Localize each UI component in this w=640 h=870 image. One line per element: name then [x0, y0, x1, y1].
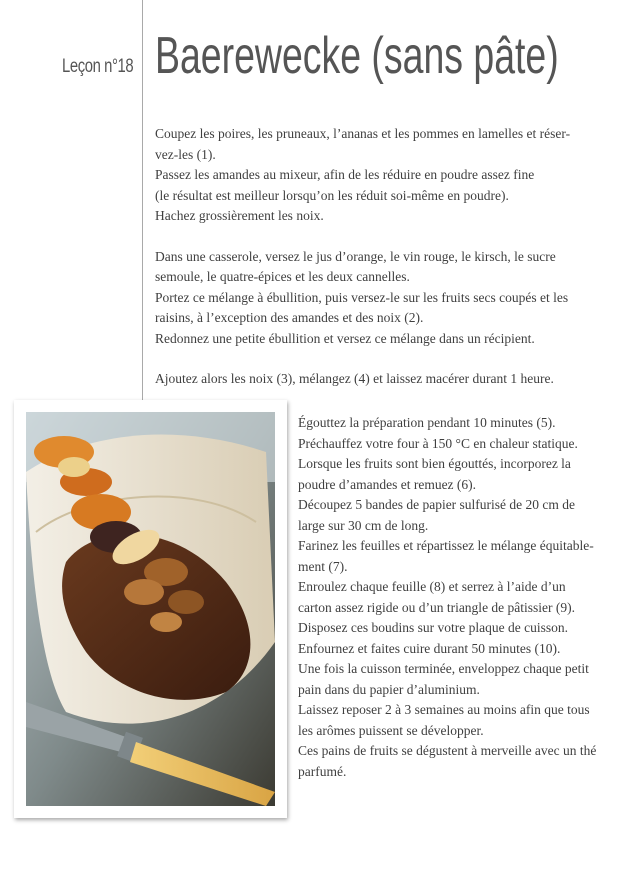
recipe-photo	[14, 400, 287, 818]
step-line: Égouttez la préparation pendant 10 minutes (5).	[298, 415, 556, 430]
step-line: Découpez 5 bandes de papier sulfurisé de 20 cm de	[298, 497, 576, 512]
intro-line: Hachez grossièrement les noix.	[155, 208, 324, 223]
step-line: poudre d’amandes et remuez (6).	[298, 476, 477, 492]
intro-line: Coupez les poires, les pruneaux, l’ananas et les pommes en lamelles et réser-	[155, 126, 571, 141]
step-line: pain dans du papier d’aluminium.	[298, 681, 480, 697]
lesson-number: Leçon n°18	[62, 56, 134, 77]
fruit-loaf-image	[26, 412, 275, 806]
step-line: Farinez les feuilles et répartissez le mélange équitable-	[298, 538, 594, 553]
intro-line: Redonnez une petite ébullition et versez ce mélange dans un récipient.	[155, 330, 535, 346]
step-line: Disposez ces boudins sur votre plaque de cuisson.	[298, 620, 568, 635]
step-line: Enroulez chaque feuille (8) et serrez à l’aide d’un	[298, 579, 566, 594]
intro-line: (le résultat est meilleur lorsqu’on les réduit soi-même en poudre).	[155, 187, 509, 203]
steps-text	[298, 413, 628, 782]
step-line: Enfournez et faites cuire durant 50 minutes (10).	[298, 640, 561, 656]
intro-line: vez-les (1).	[155, 146, 216, 162]
step-line: Laissez reposer 2 à 3 semaines au moins afin que tous	[298, 702, 590, 717]
step-line: Une fois la cuisson terminée, enveloppez chaque petit	[298, 661, 589, 676]
intro-line: Portez ce mélange à ébullition, puis versez-le sur les fruits secs coupés et les	[155, 289, 569, 305]
step-line: large sur 30 cm de long.	[298, 517, 429, 533]
page-title: Baerewecke (sans pâte)	[155, 27, 559, 85]
intro-line: Dans une casserole, versez le jus d’orange, le vin rouge, le kirsch, le sucre	[155, 248, 556, 264]
intro-text	[155, 124, 611, 390]
step-line: parfumé.	[298, 763, 347, 779]
intro-line: Passez les amandes au mixeur, afin de les réduire en poudre assez fine	[155, 167, 535, 182]
step-line: Ces pains de fruits se dégustent à merveille avec un thé	[298, 743, 597, 758]
intro-line: semoule, le quatre-épices et les deux cannelles.	[155, 269, 410, 284]
intro-line: raisins, à l’exception des amandes et des noix (2).	[155, 310, 424, 325]
step-line: Préchauffez votre four à 150 °C en chaleur statique.	[298, 435, 578, 451]
intro-line: Ajoutez alors les noix (3), mélangez (4) et laissez macérer durant 1 heure.	[155, 371, 554, 386]
step-line: les arômes puissent se développer.	[298, 722, 484, 738]
vertical-divider	[142, 0, 143, 402]
step-line: Lorsque les fruits sont bien égouttés, incorporez la	[298, 456, 571, 471]
step-line: carton assez rigide ou d’un triangle de pâtissier (9).	[298, 599, 576, 615]
step-line: ment (7).	[298, 558, 348, 574]
